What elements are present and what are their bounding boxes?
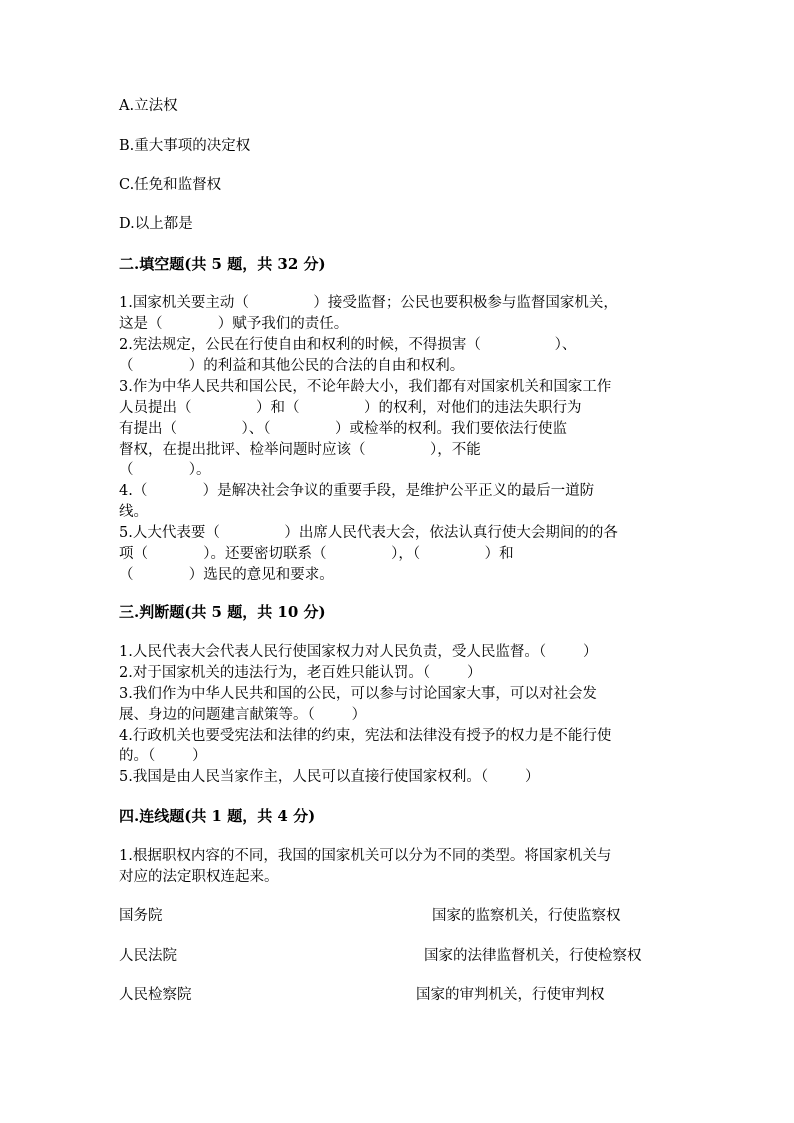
- judge-line: 5.我国是由人民当家作主，人民可以直接行使国家权利。（ ）: [119, 769, 540, 785]
- section-true-false-title: 三.判断题(共 5 题，共 10 分): [119, 603, 326, 621]
- fill-line: 这是（ ）赋予我们的责任。: [119, 316, 349, 332]
- fill-line: 2.宪法规定，公民在行使自由和权利的时候，不得损害（ ）、: [119, 337, 577, 353]
- match-left-item: 人民法院: [119, 948, 177, 964]
- match-left-item: 国务院: [119, 908, 163, 924]
- matching-instruction: 对应的法定职权连起来。: [119, 869, 279, 885]
- choice-a: A.立法权: [119, 98, 178, 114]
- fill-line: 线。: [119, 504, 148, 520]
- fill-line: 4.（ ）是解决社会争议的重要手段，是维护公平正义的最后一道防: [119, 483, 595, 499]
- judge-line: 的。（ ）: [119, 748, 207, 764]
- judge-line: 1.人民代表大会代表人民行使国家权力对人民负责，受人民监督。（ ）: [119, 644, 598, 660]
- fill-line: 1.国家机关要主动（ ）接受监督；公民也要积极参与监督国家机关，: [119, 295, 618, 311]
- fill-line: 5.人大代表要（ ）出席人民代表大会，依法认真行使大会期间的的各: [119, 525, 618, 541]
- match-right-item: 国家的法律监督机关，行使检察权: [424, 948, 642, 964]
- section-matching-title: 四.连线题(共 1 题，共 4 分): [119, 807, 316, 825]
- fill-line: 人员提出（ ）和（ ）的权利，对他们的违法失职行为: [119, 400, 582, 416]
- fill-line: （ ）选民的意见和要求。: [119, 567, 334, 583]
- judge-line: 展、身边的问题建言献策等。（ ）: [119, 707, 367, 723]
- fill-line: （ ）。: [119, 462, 211, 478]
- matching-instruction: 1.根据职权内容的不同，我国的国家机关可以分为不同的类型。将国家机关与: [119, 848, 612, 864]
- match-right-item: 国家的审判机关，行使审判权: [416, 987, 605, 1003]
- judge-line: 3.我们作为中华人民共和国的公民，可以参与讨论国家大事，可以对社会发: [119, 686, 597, 702]
- choice-c: C.任免和监督权: [119, 177, 222, 193]
- fill-line: （ ）的利益和其他公民的合法的自由和权利。: [119, 358, 465, 374]
- match-right-item: 国家的监察机关，行使监察权: [432, 908, 621, 924]
- section-fill-blank-title: 二.填空题(共 5 题，共 32 分): [119, 255, 326, 273]
- fill-line: 督权，在提出批评、检举问题时应该（ ），不能: [119, 442, 481, 458]
- fill-line: 3.作为中华人民共和国公民，不论年龄大小，我们都有对国家机关和国家工作: [119, 379, 612, 395]
- match-left-item: 人民检察院: [119, 987, 192, 1003]
- choice-d: D.以上都是: [119, 216, 193, 232]
- judge-line: 4.行政机关也要受宪法和法律的约束，宪法和法律没有授予的权力是不能行使: [119, 728, 612, 744]
- judge-line: 2.对于国家机关的违法行为，老百姓只能认罚。（ ）: [119, 665, 482, 681]
- choice-b: B.重大事项的决定权: [119, 138, 251, 154]
- fill-line: 项（ ）。还要密切联系（ ），（ ）和: [119, 546, 514, 562]
- fill-line: 有提出（ ）、（ ）或检举的权利。我们要依法行使监: [119, 421, 568, 437]
